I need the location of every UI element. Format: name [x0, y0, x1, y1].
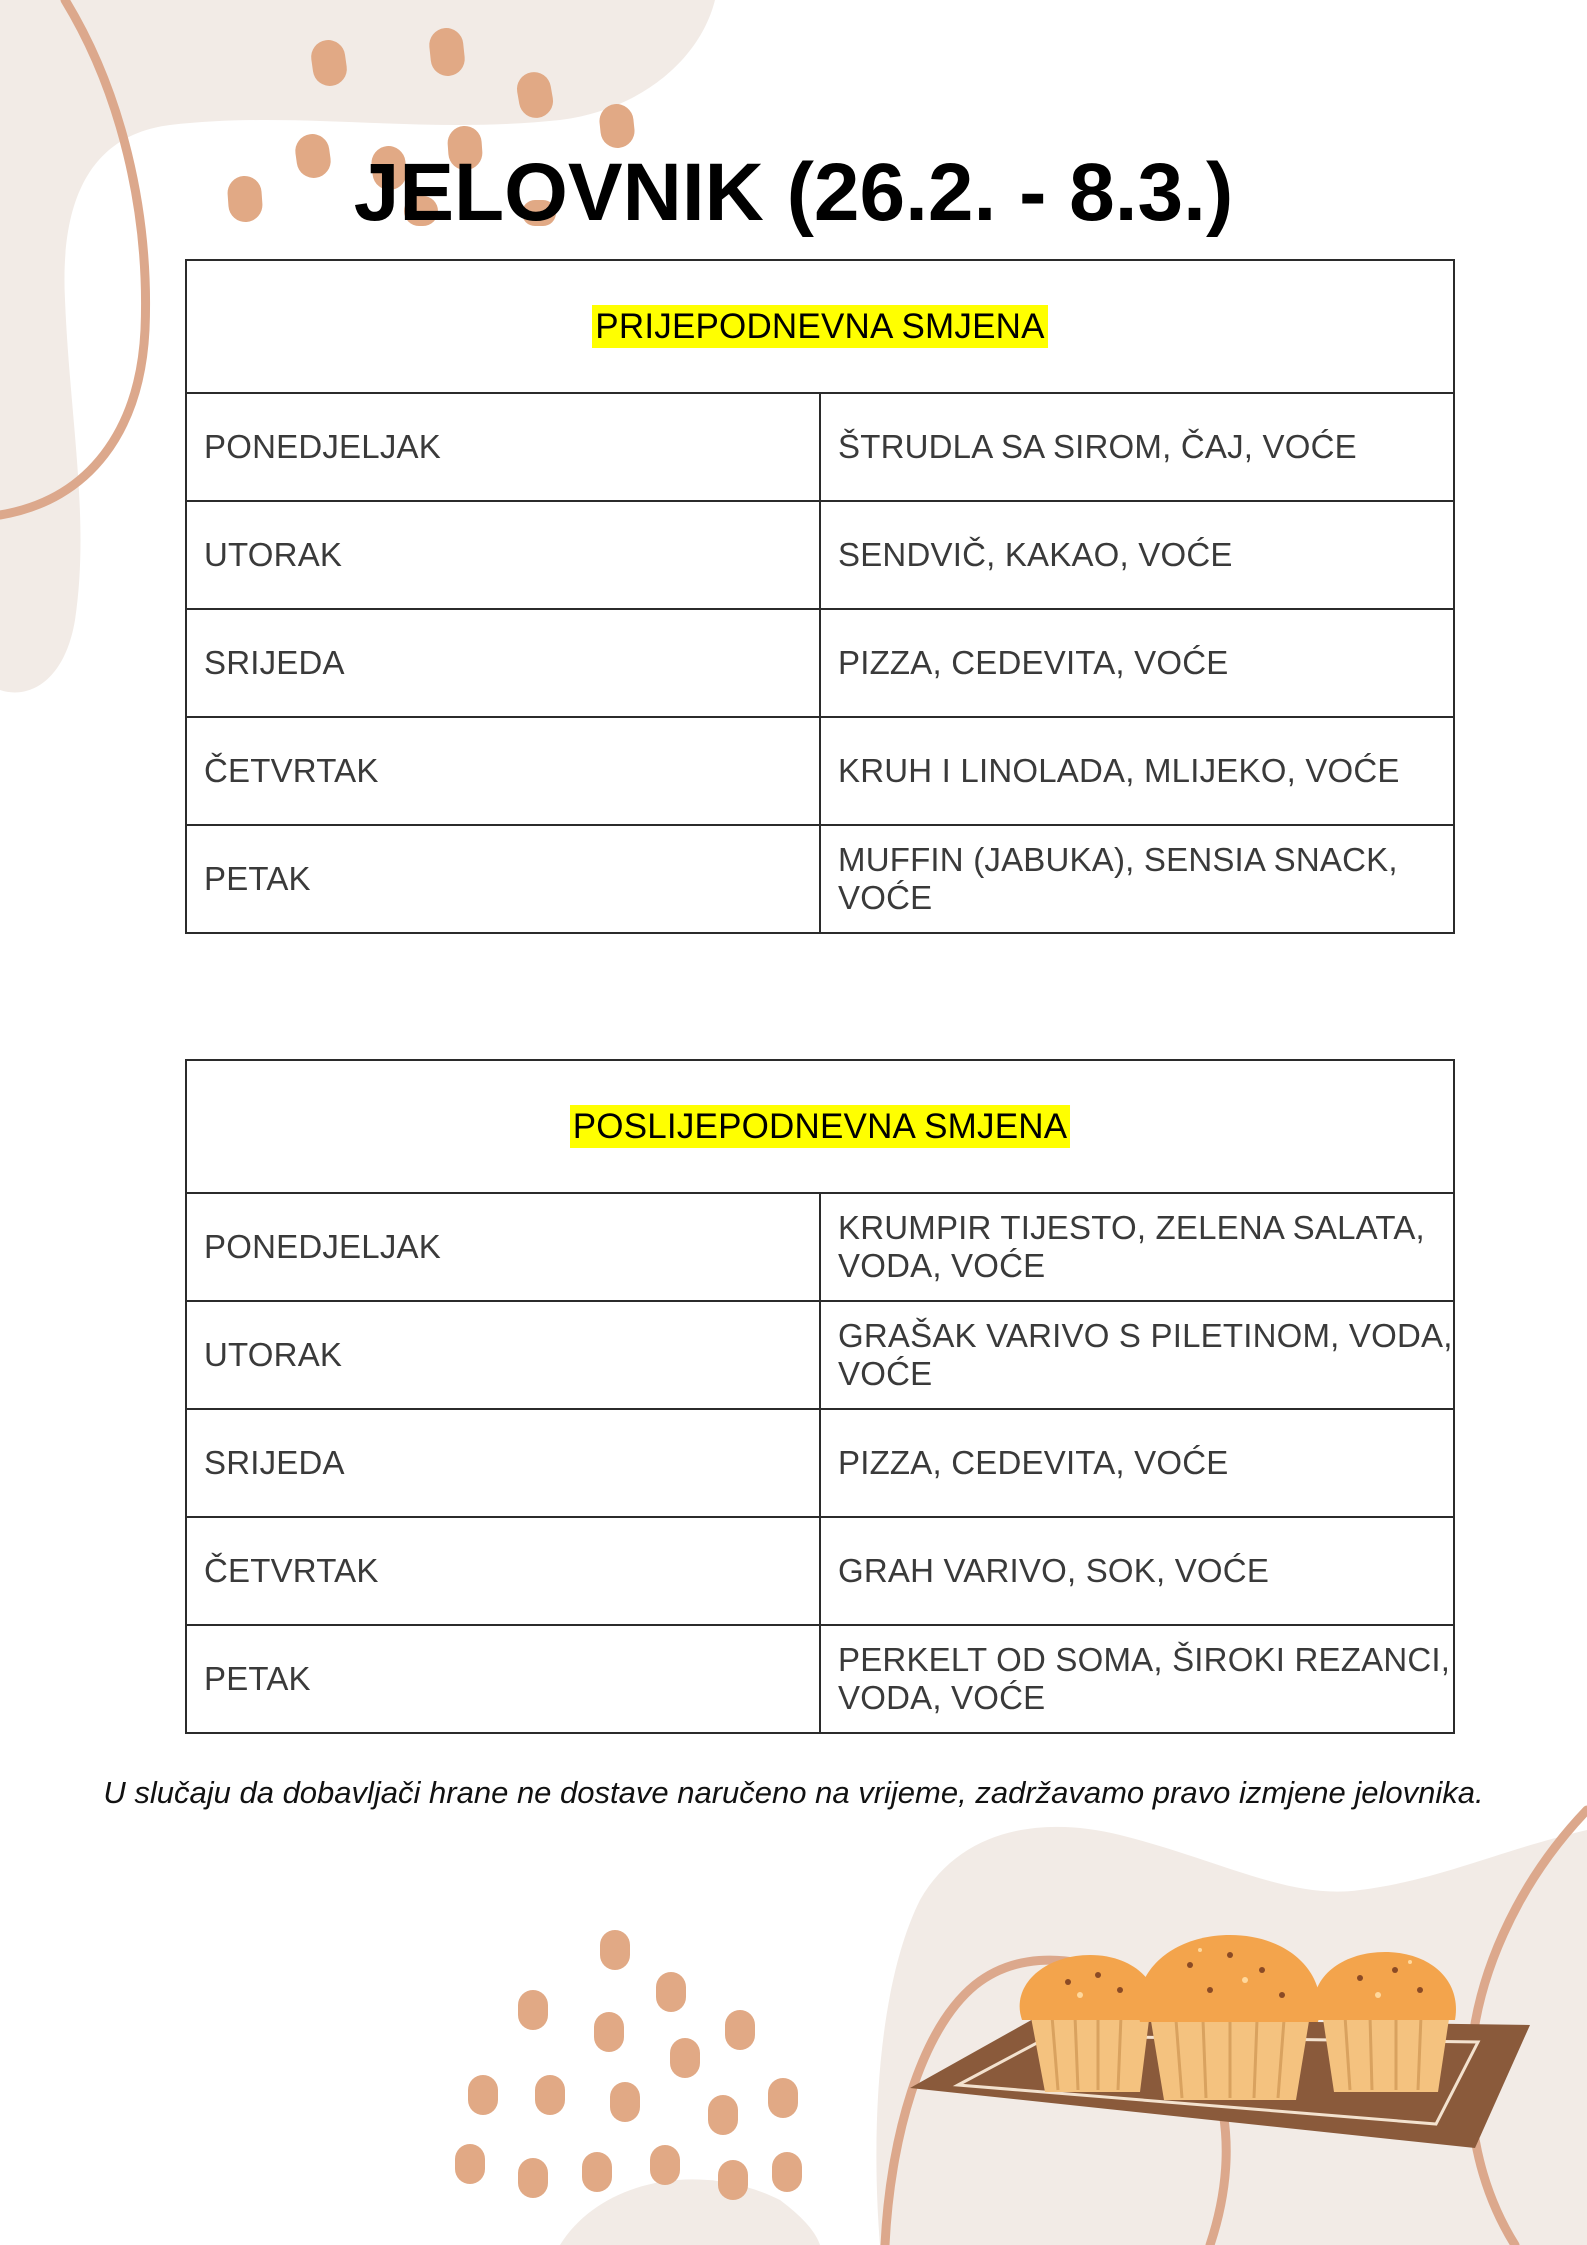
- table-row: [186, 825, 1454, 933]
- menu-cell: PERKELT OD SOMA, ŠIROKI REZANCI, VODA, VOĆE: [820, 1625, 1454, 1733]
- disclaimer-note: U slučaju da dobavljači hrane ne dostave naručeno na vrijeme, zadržavamo pravo izmjene jelovnika.: [103, 1775, 1484, 1810]
- day-cell: PETAK: [186, 1625, 820, 1733]
- menu-cell: SENDVIČ, KAKAO, VOĆE: [820, 501, 1454, 609]
- day-cell: SRIJEDA: [186, 1409, 820, 1517]
- table-row: [186, 1409, 1454, 1517]
- morning-shift-header: [186, 260, 1454, 393]
- day-cell: UTORAK: [186, 501, 820, 609]
- table-row: [186, 1301, 1454, 1409]
- day-cell: ČETVRTAK: [186, 717, 820, 825]
- day-cell: PONEDJELJAK: [186, 1193, 820, 1301]
- day-cell: UTORAK: [186, 1301, 820, 1409]
- menu-cell: ŠTRUDLA SA SIROM, ČAJ, VOĆE: [820, 393, 1454, 501]
- day-cell: PETAK: [186, 825, 820, 933]
- day-cell: SRIJEDA: [186, 609, 820, 717]
- bottom-dots: [455, 1930, 802, 2200]
- afternoon-shift-table: [185, 1059, 1455, 1734]
- morning-shift-table: [185, 259, 1455, 934]
- menu-cell: PIZZA, CEDEVITA, VOĆE: [820, 1409, 1454, 1517]
- table-row: [186, 1625, 1454, 1733]
- table-row: [186, 393, 1454, 501]
- table-row: [186, 1517, 1454, 1625]
- day-cell: ČETVRTAK: [186, 1517, 820, 1625]
- menu-cell: GRAŠAK VARIVO S PILETINOM, VODA, VOĆE: [820, 1301, 1454, 1409]
- menu-cell: KRUMPIR TIJESTO, ZELENA SALATA, VODA, VOĆE: [820, 1193, 1454, 1301]
- table-row: [186, 1193, 1454, 1301]
- afternoon-shift-heading: POSLIJEPODNEVNA SMJENA: [570, 1105, 1071, 1148]
- day-cell: PONEDJELJAK: [186, 393, 820, 501]
- menu-cell: MUFFIN (JABUKA), SENSIA SNACK, VOĆE: [820, 825, 1454, 933]
- table-row: [186, 717, 1454, 825]
- menu-cell: KRUH I LINOLADA, MLIJEKO, VOĆE: [820, 717, 1454, 825]
- menu-cell: PIZZA, CEDEVITA, VOĆE: [820, 609, 1454, 717]
- page-title: JELOVNIK (26.2. - 8.3.): [353, 147, 1234, 238]
- afternoon-shift-header: [186, 1060, 1454, 1193]
- table-row: [186, 609, 1454, 717]
- table-row: [186, 501, 1454, 609]
- menu-cell: GRAH VARIVO, SOK, VOĆE: [820, 1517, 1454, 1625]
- morning-shift-heading: PRIJEPODNEVNA SMJENA: [592, 305, 1047, 348]
